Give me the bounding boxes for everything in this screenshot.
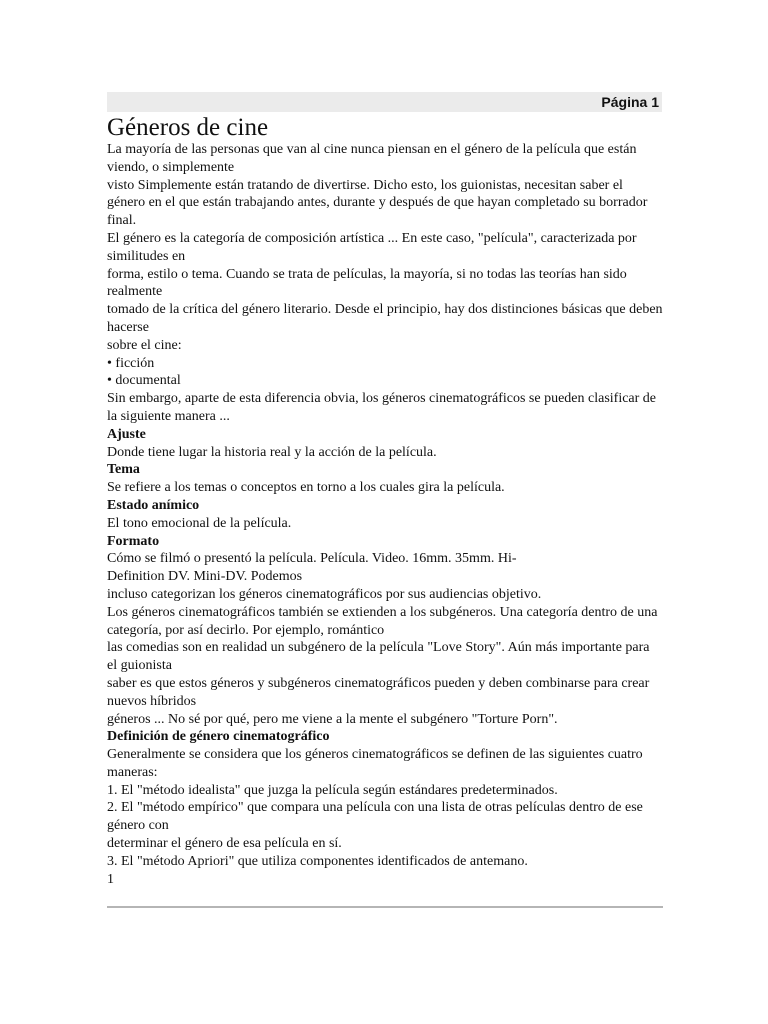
paragraph-line: • documental: [107, 373, 181, 389]
paragraph-line: Definition DV. Mini-DV. Podemos: [107, 569, 303, 585]
footer-divider: [107, 906, 663, 908]
paragraph-line: género en el que están trabajando antes, durante y después de que hayan completado su borrador final.: [107, 195, 648, 229]
paragraph-line: incluso categorizan los géneros cinematográficos por sus audiencias objetivo.: [107, 586, 542, 602]
document-title: Géneros de cine: [107, 114, 269, 141]
paragraph-line: • ficción: [107, 355, 155, 371]
paragraph-line: Cómo se filmó o presentó la película. Película. Video. 16mm. 35mm. Hi-: [107, 551, 517, 567]
paragraph-line: 2. El "método empírico" que compara una película con una lista de otras películas dentro de ese género con: [107, 800, 643, 834]
paragraph-line: visto Simplemente están tratando de divertirse. Dicho esto, los guionistas, necesitan saber el: [107, 177, 623, 193]
paragraph-line: El género es la categoría de composición artística ... En este caso, "película", caracterizada por similitudes en: [107, 230, 637, 264]
paragraph-line: Se refiere a los temas o conceptos en torno a los cuales gira la película.: [107, 480, 505, 496]
paragraph-line: géneros ... No sé por qué, pero me viene a la mente el subgénero "Torture Porn".: [107, 711, 558, 727]
paragraph-line: sobre el cine:: [107, 337, 182, 353]
paragraph-line: Donde tiene lugar la historia real y la acción de la película.: [107, 444, 437, 460]
paragraph-line: 3. El "método Apriori" que utiliza componentes identificados de antemano.: [107, 853, 528, 869]
section-heading: Formato: [107, 533, 160, 549]
paragraph-line: tomado de la crítica del género literario. Desde el principio, hay dos distinciones básicas que deben hacerse: [107, 302, 663, 335]
section-heading: Estado anímico: [107, 497, 200, 513]
paragraph-line: El tono emocional de la película.: [107, 515, 292, 531]
paragraph-line: Sin embargo, aparte de esta diferencia obvia, los géneros cinematográficos se pueden clasificar de la siguiente manera ...: [107, 391, 657, 424]
paragraph-line: saber es que estos géneros y subgéneros cinematográficos pueden y deben combinarse para crear nuevos híbridos: [107, 675, 650, 709]
section-heading: Definición de género cinematográfico: [107, 729, 330, 745]
document-body: [107, 113, 663, 888]
paragraph-line: 1: [107, 871, 114, 887]
page-header-bar: [107, 92, 662, 112]
page-number-label: Página 1: [601, 94, 659, 110]
paragraph-line: Generalmente se considera que los géneros cinematográficos se definen de las siguientes cuatro maneras:: [107, 747, 643, 780]
section-heading: Tema: [107, 462, 140, 478]
paragraph-line: determinar el género de esa película en sí.: [107, 836, 342, 852]
section-heading: Ajuste: [107, 426, 146, 442]
paragraph-line: Los géneros cinematográficos también se extienden a los subgéneros. Una categoría dentro de una categoría, por así decirlo. Por ejemplo, romántico: [107, 604, 658, 638]
paragraph-line: La mayoría de las personas que van al cine nunca piensan en el género de la película que están viendo, o simplemente: [107, 142, 637, 175]
paragraph-line: 1. El "método idealista" que juzga la película según estándares predeterminados.: [107, 782, 558, 798]
document-lines: [107, 141, 663, 888]
paragraph-line: las comedias son en realidad un subgénero de la película "Love Story". Aún más importante para el guionista: [107, 640, 650, 674]
paragraph-line: forma, estilo o tema. Cuando se trata de películas, la mayoría, si no todas las teorías han sido realmente: [107, 266, 627, 300]
